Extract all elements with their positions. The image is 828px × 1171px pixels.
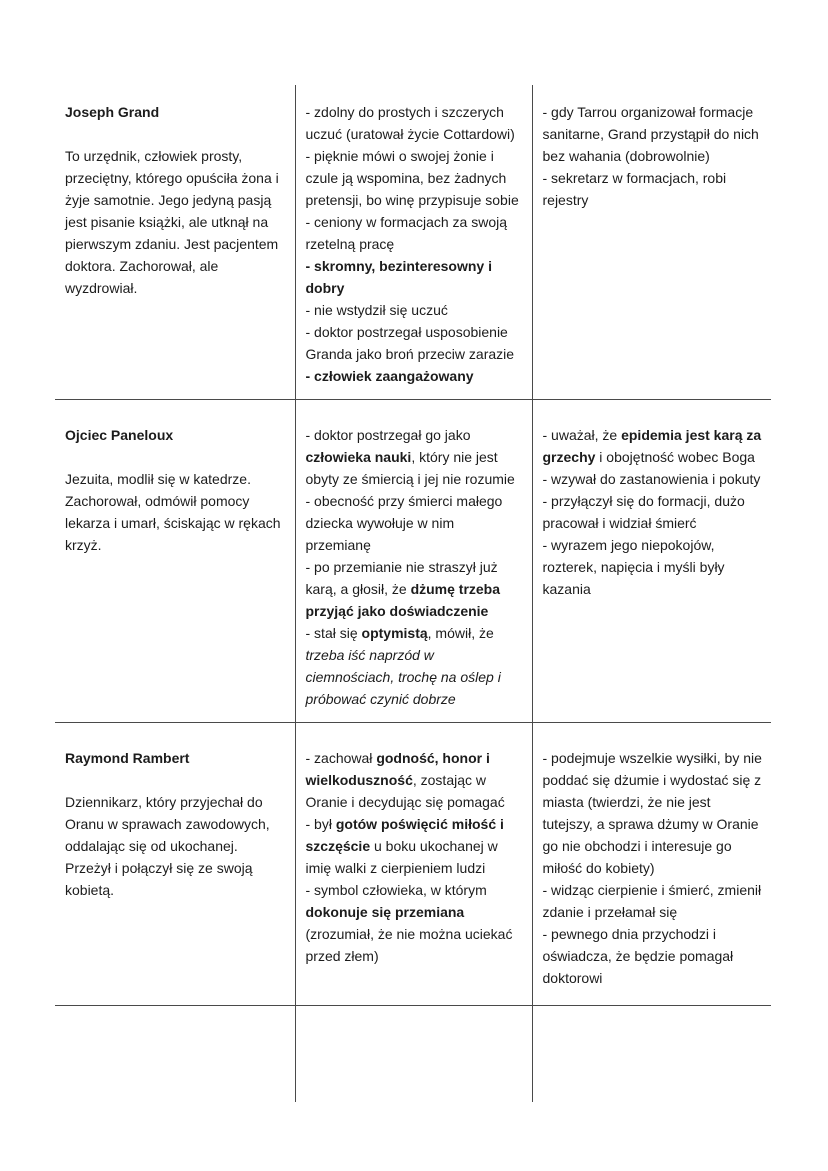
bullet-item — [306, 556, 523, 622]
traits-cell — [295, 723, 532, 1006]
text-segment: optymistą — [361, 625, 428, 641]
bullet-item — [543, 534, 763, 600]
bullet-item — [306, 622, 523, 710]
text-segment: - podejmuje wszelkie wysiłki, by nie poddać się dżumie i wydostać się z miasta (twierdzi, że nie jest tutejszy, a sprawa dżumy w Oranie go nie obchodzi i interesuje go miłość do kobiety) — [542, 750, 762, 876]
bullet-item — [306, 211, 523, 255]
bullet-item — [543, 879, 763, 923]
text-segment: - człowiek zaangażowany — [305, 368, 474, 384]
traits-cell — [295, 85, 532, 400]
text-segment: - uważał, że — [542, 427, 622, 443]
text-segment: Jezuita, modlił się w katedrze. Zachorował, odmówił pomocy lekarza i umarł, ściskając w rękach krzyż. — [65, 471, 281, 553]
character-description — [65, 145, 286, 299]
text-segment: - pewnego dnia przychodzi i oświadcza, że będzie pomagał doktorowi — [542, 926, 734, 986]
text-segment: - sekretarz w formacjach, robi rejestry — [542, 170, 727, 208]
text-segment: To urzędnik, człowiek prosty, przeciętny, którego opuściła żona i żyje samotnie. Jego jedyną pasją jest pisanie książki, ale utknął na pierwszym zdaniu. Jest pacjentem doktora. Zachorował, ale wyzdrowiał. — [65, 148, 279, 296]
character-cell — [55, 400, 295, 723]
bullet-item — [306, 321, 523, 365]
character-cell — [55, 723, 295, 1006]
text-segment: - wzywał do zastanowienia i pokuty — [542, 471, 761, 487]
traits-cell — [295, 400, 532, 723]
text-segment: Joseph Grand — [65, 104, 160, 120]
text-segment: dokonuje się przemiana — [305, 904, 465, 920]
text-segment: - widząc cierpienie i śmierć, zmienił zdanie i przełamał się — [542, 882, 762, 920]
bullet-item — [543, 424, 763, 468]
text-segment: - zachował — [305, 750, 377, 766]
text-segment: - pięknie mówi o swojej żonie i czule ją wspomina, bez żadnych pretensji, bo winę przypisuje sobie — [305, 148, 519, 208]
text-segment: - obecność przy śmierci małego dziecka wywołuje w nim przemianę — [305, 493, 503, 553]
text-segment: - po przemianie nie straszył już karą, a głosił, że — [305, 559, 498, 597]
character-notes-table — [55, 85, 771, 1102]
text-segment: trzeba iść naprzód w ciemnościach, trochę na oślep i próbować czynić dobrze — [305, 647, 501, 707]
actions-cell — [532, 1006, 771, 1102]
bullet-item — [306, 813, 523, 879]
bullet-item — [306, 299, 523, 321]
text-segment: dżumę trzeba przyjąć jako doświadczenie — [305, 581, 501, 619]
text-segment: - był — [305, 816, 336, 832]
text-segment: - przyłączył się do formacji, dużo pracował i widział śmierć — [542, 493, 745, 531]
character-name — [65, 747, 286, 769]
text-segment: - nie wstydził się uczuć — [305, 302, 448, 318]
bullet-item — [306, 879, 523, 967]
notes-table-body — [55, 85, 771, 1102]
text-segment: , który nie jest obyty ze śmiercią i jej nie rozumie — [305, 449, 515, 487]
text-segment: godność, honor i wielkoduszność — [305, 750, 490, 788]
text-segment: Dziennikarz, który przyjechał do Oranu w sprawach zawodowych, oddalając się od ukochanej. Przeżył i połączył się ze swoją kobietą. — [65, 794, 270, 898]
character-description — [65, 468, 286, 556]
text-segment: - zdolny do prostych i szczerych uczuć (uratował życie Cottardowi) — [305, 104, 515, 142]
character-name — [65, 424, 286, 446]
text-segment: epidemia jest karą za grzechy — [542, 427, 762, 465]
table-row-ojciec-paneloux — [55, 400, 771, 723]
text-segment: - gdy Tarrou organizował formacje sanitarne, Grand przystąpił do nich bez wahania (dobrowolnie) — [542, 104, 759, 164]
table-row-raymond-rambert — [55, 723, 771, 1006]
text-segment: (zrozumiał, że nie można uciekać przed złem) — [305, 926, 513, 964]
bullet-item — [543, 468, 763, 490]
bullet-item — [306, 424, 523, 490]
text-segment: , zostając w Oranie i decydując się pomagać — [305, 772, 505, 810]
table-row-joseph-grand — [55, 85, 771, 400]
bullet-item — [543, 167, 763, 211]
text-segment: - symbol człowieka, w którym — [305, 882, 487, 898]
text-segment: - wyrazem jego niepokojów, rozterek, napięcia i myśli były kazania — [542, 537, 725, 597]
bullet-item — [306, 255, 523, 299]
traits-cell — [295, 1006, 532, 1102]
text-segment: gotów poświęcić miłość i szczęście — [305, 816, 504, 854]
bullet-item — [306, 747, 523, 813]
bullet-item — [543, 490, 763, 534]
bullet-item — [306, 145, 523, 211]
bullet-item — [543, 923, 763, 989]
text-segment: - skromny, bezinteresowny i dobry — [305, 258, 492, 296]
bullet-item — [543, 747, 763, 879]
bullet-item — [306, 365, 523, 387]
text-segment: i obojętność wobec Boga — [595, 449, 755, 465]
bullet-item — [543, 101, 763, 167]
text-segment: - doktor postrzegał go jako — [305, 427, 471, 443]
text-segment: Ojciec Paneloux — [65, 427, 174, 443]
character-cell — [55, 85, 295, 400]
text-segment: Raymond Rambert — [65, 750, 190, 766]
character-description — [65, 791, 286, 901]
text-segment: - stał się — [305, 625, 362, 641]
actions-cell — [532, 723, 771, 1006]
character-name — [65, 101, 286, 123]
text-segment: u boku ukochanej w imię walki z cierpieniem ludzi — [305, 838, 498, 876]
text-segment: - ceniony w formacjach za swoją rzetelną pracę — [305, 214, 508, 252]
bullet-item — [306, 101, 523, 145]
text-segment: , mówił, że — [427, 625, 494, 641]
text-segment: człowieka nauki — [305, 449, 412, 465]
text-segment: - doktor postrzegał usposobienie Granda jako broń przeciw zarazie — [305, 324, 515, 362]
actions-cell — [532, 400, 771, 723]
actions-cell — [532, 85, 771, 400]
character-cell — [55, 1006, 295, 1102]
bullet-item — [306, 490, 523, 556]
table-row-empty — [55, 1006, 771, 1102]
